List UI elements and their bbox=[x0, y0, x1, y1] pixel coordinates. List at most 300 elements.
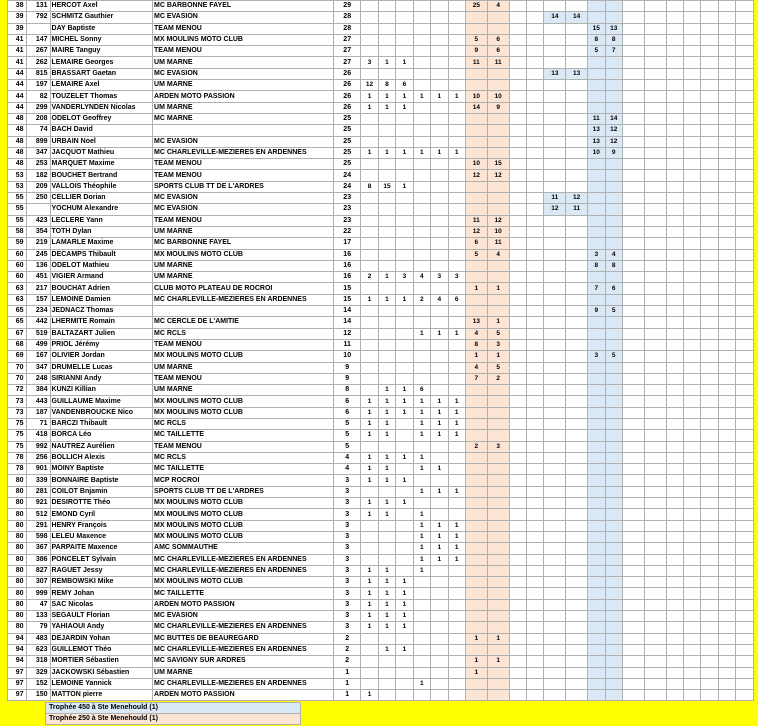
score-cell bbox=[701, 215, 718, 226]
points-cell: 26 bbox=[334, 80, 361, 91]
points-cell: 9 bbox=[334, 373, 361, 384]
score-cell bbox=[509, 441, 526, 452]
score-cell bbox=[736, 249, 754, 260]
score-cell: 1 bbox=[413, 678, 430, 689]
score-cell: 1 bbox=[361, 509, 378, 520]
score-cell bbox=[448, 373, 465, 384]
score-cell bbox=[622, 215, 644, 226]
table-row bbox=[8, 543, 754, 554]
score-cell bbox=[622, 317, 644, 328]
score-cell bbox=[413, 159, 430, 170]
score-cell bbox=[448, 577, 465, 588]
score-cell bbox=[431, 690, 448, 701]
points-cell: 2 bbox=[334, 656, 361, 667]
score-cell bbox=[644, 193, 666, 204]
score-cell bbox=[566, 362, 588, 373]
score-cell bbox=[622, 430, 644, 441]
score-cell bbox=[487, 644, 509, 655]
rank-cell: 97 bbox=[8, 678, 27, 689]
score-cell bbox=[527, 351, 544, 362]
score-cell bbox=[666, 690, 683, 701]
score-cell bbox=[527, 147, 544, 158]
score-cell bbox=[718, 238, 735, 249]
bib-cell: 291 bbox=[26, 520, 50, 531]
score-cell bbox=[736, 215, 754, 226]
score-cell bbox=[644, 1, 666, 12]
club-cell: MC EVASION bbox=[153, 611, 334, 622]
score-cell bbox=[736, 498, 754, 509]
score-cell bbox=[361, 159, 378, 170]
score-cell bbox=[588, 486, 605, 497]
score-cell bbox=[701, 509, 718, 520]
score-cell bbox=[666, 204, 683, 215]
rank-cell: 70 bbox=[8, 362, 27, 373]
score-cell bbox=[413, 125, 430, 136]
score-cell bbox=[509, 159, 526, 170]
score-cell bbox=[396, 520, 413, 531]
rank-cell: 55 bbox=[8, 204, 27, 215]
score-cell bbox=[487, 452, 509, 463]
score-cell: 1 bbox=[431, 520, 448, 531]
score-cell bbox=[701, 385, 718, 396]
score-cell bbox=[605, 226, 622, 237]
rider-name-cell: HERCOT Axel bbox=[50, 1, 153, 12]
score-cell bbox=[527, 633, 544, 644]
score-cell: 1 bbox=[431, 328, 448, 339]
rank-cell: 78 bbox=[8, 452, 27, 463]
results-table bbox=[7, 0, 754, 701]
score-cell bbox=[465, 611, 487, 622]
score-cell bbox=[527, 136, 544, 147]
score-cell: 1 bbox=[465, 633, 487, 644]
score-cell bbox=[684, 272, 701, 283]
score-cell: 11 bbox=[544, 193, 566, 204]
bib-cell: 307 bbox=[26, 577, 50, 588]
bib-cell: 815 bbox=[26, 68, 50, 79]
score-cell bbox=[566, 452, 588, 463]
score-cell: 1 bbox=[448, 531, 465, 542]
score-cell bbox=[684, 475, 701, 486]
score-cell bbox=[509, 12, 526, 23]
score-cell: 1 bbox=[396, 498, 413, 509]
score-cell bbox=[588, 644, 605, 655]
rider-name-cell: PONCELET Sylvain bbox=[50, 554, 153, 565]
bib-cell: 299 bbox=[26, 102, 50, 113]
score-cell bbox=[644, 272, 666, 283]
score-cell bbox=[431, 125, 448, 136]
score-cell bbox=[527, 46, 544, 57]
score-cell bbox=[509, 113, 526, 124]
score-cell: 1 bbox=[431, 464, 448, 475]
score-cell: 1 bbox=[396, 147, 413, 158]
rank-cell: 80 bbox=[8, 622, 27, 633]
points-cell: 2 bbox=[334, 644, 361, 655]
bib-cell: 354 bbox=[26, 226, 50, 237]
score-cell bbox=[622, 644, 644, 655]
score-cell: 13 bbox=[465, 317, 487, 328]
score-cell bbox=[378, 215, 395, 226]
score-cell bbox=[527, 226, 544, 237]
score-cell bbox=[448, 678, 465, 689]
score-cell bbox=[509, 272, 526, 283]
score-cell bbox=[465, 475, 487, 486]
score-cell: 3 bbox=[396, 272, 413, 283]
score-cell bbox=[701, 12, 718, 23]
rider-name-cell: DESIROTTE Théo bbox=[50, 498, 153, 509]
score-cell bbox=[465, 260, 487, 271]
rank-cell: 41 bbox=[8, 34, 27, 45]
score-cell bbox=[666, 554, 683, 565]
score-cell bbox=[666, 80, 683, 91]
score-cell bbox=[718, 622, 735, 633]
score-cell bbox=[509, 181, 526, 192]
score-cell bbox=[544, 80, 566, 91]
score-cell bbox=[361, 441, 378, 452]
points-cell: 1 bbox=[334, 667, 361, 678]
score-cell bbox=[527, 644, 544, 655]
score-cell bbox=[605, 656, 622, 667]
score-cell bbox=[644, 531, 666, 542]
rider-name-cell: MATTON pierre bbox=[50, 690, 153, 701]
club-cell: UM MARNE bbox=[153, 57, 334, 68]
score-cell bbox=[684, 577, 701, 588]
points-cell: 28 bbox=[334, 23, 361, 34]
score-cell bbox=[465, 294, 487, 305]
points-cell: 14 bbox=[334, 306, 361, 317]
score-cell bbox=[736, 464, 754, 475]
score-cell bbox=[544, 464, 566, 475]
score-cell: 1 bbox=[448, 543, 465, 554]
score-cell bbox=[448, 565, 465, 576]
score-cell: 12 bbox=[566, 193, 588, 204]
score-cell bbox=[465, 464, 487, 475]
score-cell bbox=[566, 430, 588, 441]
score-cell bbox=[666, 226, 683, 237]
score-cell bbox=[718, 498, 735, 509]
table-row bbox=[8, 531, 754, 542]
score-cell bbox=[487, 520, 509, 531]
score-cell bbox=[644, 611, 666, 622]
score-cell bbox=[644, 260, 666, 271]
score-cell bbox=[701, 113, 718, 124]
score-cell bbox=[527, 667, 544, 678]
score-cell bbox=[666, 91, 683, 102]
rank-cell: 48 bbox=[8, 136, 27, 147]
table-row bbox=[8, 113, 754, 124]
score-cell: 1 bbox=[448, 91, 465, 102]
rank-cell: 48 bbox=[8, 159, 27, 170]
table-row bbox=[8, 272, 754, 283]
score-cell bbox=[718, 317, 735, 328]
score-cell bbox=[487, 622, 509, 633]
score-cell bbox=[431, 351, 448, 362]
points-cell: 4 bbox=[334, 464, 361, 475]
rank-cell: 80 bbox=[8, 588, 27, 599]
score-cell bbox=[701, 193, 718, 204]
score-cell bbox=[431, 385, 448, 396]
score-cell bbox=[605, 599, 622, 610]
score-cell bbox=[666, 622, 683, 633]
score-cell bbox=[736, 294, 754, 305]
score-cell bbox=[378, 441, 395, 452]
score-cell bbox=[544, 396, 566, 407]
score-cell bbox=[736, 475, 754, 486]
rank-cell: 53 bbox=[8, 170, 27, 181]
score-cell bbox=[509, 531, 526, 542]
score-cell bbox=[527, 260, 544, 271]
points-cell: 3 bbox=[334, 622, 361, 633]
rank-cell: 94 bbox=[8, 656, 27, 667]
score-cell bbox=[701, 204, 718, 215]
score-cell bbox=[701, 339, 718, 350]
score-cell bbox=[718, 418, 735, 429]
bib-cell: 899 bbox=[26, 136, 50, 147]
score-cell bbox=[413, 588, 430, 599]
score-cell bbox=[509, 418, 526, 429]
table-row bbox=[8, 418, 754, 429]
score-cell bbox=[644, 407, 666, 418]
score-cell bbox=[509, 102, 526, 113]
score-cell bbox=[622, 362, 644, 373]
score-cell bbox=[361, 193, 378, 204]
score-cell bbox=[644, 204, 666, 215]
score-cell bbox=[465, 385, 487, 396]
table-row bbox=[8, 498, 754, 509]
score-cell bbox=[509, 464, 526, 475]
score-cell bbox=[465, 690, 487, 701]
score-cell bbox=[527, 396, 544, 407]
score-cell bbox=[622, 622, 644, 633]
score-cell bbox=[544, 509, 566, 520]
score-cell bbox=[718, 12, 735, 23]
score-cell bbox=[644, 113, 666, 124]
score-cell bbox=[644, 12, 666, 23]
score-cell: 1 bbox=[448, 147, 465, 158]
bib-cell: 167 bbox=[26, 351, 50, 362]
rider-name-cell: BOUCHET Bertrand bbox=[50, 170, 153, 181]
score-cell bbox=[684, 418, 701, 429]
score-cell bbox=[378, 633, 395, 644]
score-cell bbox=[431, 34, 448, 45]
rank-cell: 97 bbox=[8, 667, 27, 678]
score-cell: 1 bbox=[396, 57, 413, 68]
score-cell bbox=[588, 418, 605, 429]
score-cell bbox=[431, 1, 448, 12]
table-row bbox=[8, 441, 754, 452]
bib-cell: 209 bbox=[26, 181, 50, 192]
score-cell: 1 bbox=[361, 498, 378, 509]
score-cell bbox=[684, 362, 701, 373]
score-cell bbox=[566, 373, 588, 384]
club-cell: ARDEN MOTO PASSION bbox=[153, 690, 334, 701]
score-cell bbox=[544, 306, 566, 317]
rank-cell: 44 bbox=[8, 91, 27, 102]
points-cell: 3 bbox=[334, 531, 361, 542]
score-cell: 1 bbox=[378, 272, 395, 283]
score-cell bbox=[622, 667, 644, 678]
score-cell bbox=[666, 475, 683, 486]
score-cell bbox=[644, 373, 666, 384]
score-cell: 12 bbox=[544, 204, 566, 215]
score-cell bbox=[527, 611, 544, 622]
score-cell bbox=[361, 486, 378, 497]
score-cell bbox=[509, 430, 526, 441]
score-cell bbox=[544, 498, 566, 509]
score-cell bbox=[666, 113, 683, 124]
rider-name-cell: SAC Nicolas bbox=[50, 599, 153, 610]
club-cell: MC CHARLEVILLE-MEZIERES EN ARDENNES bbox=[153, 678, 334, 689]
score-cell bbox=[701, 91, 718, 102]
score-cell bbox=[701, 283, 718, 294]
score-cell bbox=[666, 181, 683, 192]
score-cell: 13 bbox=[588, 125, 605, 136]
bib-cell: 347 bbox=[26, 147, 50, 158]
score-cell bbox=[666, 452, 683, 463]
score-cell bbox=[413, 170, 430, 181]
score-cell: 1 bbox=[465, 656, 487, 667]
score-cell bbox=[396, 656, 413, 667]
rider-name-cell: LEMAIRE Georges bbox=[50, 57, 153, 68]
score-cell bbox=[622, 407, 644, 418]
score-cell bbox=[701, 373, 718, 384]
score-cell bbox=[396, 328, 413, 339]
points-cell: 1 bbox=[334, 678, 361, 689]
score-cell: 1 bbox=[431, 486, 448, 497]
score-cell: 4 bbox=[465, 362, 487, 373]
score-cell bbox=[431, 306, 448, 317]
table-row bbox=[8, 1, 754, 12]
score-cell: 4 bbox=[413, 272, 430, 283]
score-cell bbox=[413, 611, 430, 622]
table-row bbox=[8, 215, 754, 226]
score-cell bbox=[465, 193, 487, 204]
score-cell bbox=[465, 12, 487, 23]
score-cell bbox=[605, 159, 622, 170]
score-cell bbox=[465, 531, 487, 542]
score-cell: 4 bbox=[431, 294, 448, 305]
rank-cell: 97 bbox=[8, 690, 27, 701]
table-row bbox=[8, 283, 754, 294]
score-cell: 1 bbox=[361, 147, 378, 158]
rider-name-cell: GUILLAUME Maxime bbox=[50, 396, 153, 407]
score-cell: 1 bbox=[413, 452, 430, 463]
table-row bbox=[8, 407, 754, 418]
bib-cell: 147 bbox=[26, 34, 50, 45]
table-row bbox=[8, 91, 754, 102]
score-cell: 14 bbox=[566, 12, 588, 23]
score-cell bbox=[527, 34, 544, 45]
score-cell bbox=[509, 317, 526, 328]
score-cell bbox=[605, 418, 622, 429]
rider-name-cell: ODELOT Geoffrey bbox=[50, 113, 153, 124]
score-cell bbox=[644, 690, 666, 701]
score-cell: 10 bbox=[465, 159, 487, 170]
score-cell bbox=[448, 249, 465, 260]
score-cell bbox=[684, 498, 701, 509]
score-cell bbox=[622, 656, 644, 667]
score-cell bbox=[701, 430, 718, 441]
score-cell bbox=[588, 328, 605, 339]
score-cell bbox=[509, 68, 526, 79]
club-cell: TEAM MENOU bbox=[153, 46, 334, 57]
score-cell bbox=[487, 407, 509, 418]
score-cell: 15 bbox=[378, 181, 395, 192]
score-cell bbox=[465, 125, 487, 136]
score-cell bbox=[644, 430, 666, 441]
score-cell bbox=[431, 452, 448, 463]
bib-cell: 999 bbox=[26, 588, 50, 599]
table-row bbox=[8, 452, 754, 463]
score-cell bbox=[684, 588, 701, 599]
score-cell bbox=[622, 125, 644, 136]
score-cell bbox=[622, 113, 644, 124]
score-cell: 1 bbox=[361, 452, 378, 463]
points-cell: 23 bbox=[334, 204, 361, 215]
rider-name-cell: VANDENBROUCKE Nico bbox=[50, 407, 153, 418]
bib-cell: 234 bbox=[26, 306, 50, 317]
rider-name-cell: OLIVIER Jordan bbox=[50, 351, 153, 362]
club-cell: MX MOULINS MOTO CLUB bbox=[153, 34, 334, 45]
score-cell bbox=[666, 57, 683, 68]
points-cell: 3 bbox=[334, 588, 361, 599]
score-cell bbox=[487, 464, 509, 475]
score-cell bbox=[666, 633, 683, 644]
score-cell bbox=[701, 520, 718, 531]
score-cell bbox=[701, 294, 718, 305]
points-cell: 26 bbox=[334, 68, 361, 79]
score-cell bbox=[431, 283, 448, 294]
score-cell bbox=[509, 1, 526, 12]
table-row bbox=[8, 339, 754, 350]
club-cell: UM MARNE bbox=[153, 226, 334, 237]
bib-cell: 423 bbox=[26, 215, 50, 226]
score-cell: 12 bbox=[361, 80, 378, 91]
score-cell bbox=[718, 46, 735, 57]
score-cell bbox=[448, 204, 465, 215]
score-cell bbox=[684, 690, 701, 701]
points-cell: 25 bbox=[334, 159, 361, 170]
score-cell bbox=[622, 373, 644, 384]
points-cell: 15 bbox=[334, 294, 361, 305]
score-cell: 1 bbox=[448, 407, 465, 418]
score-cell bbox=[396, 690, 413, 701]
score-cell bbox=[413, 1, 430, 12]
score-cell: 11 bbox=[465, 57, 487, 68]
score-cell bbox=[544, 102, 566, 113]
score-cell bbox=[378, 678, 395, 689]
score-cell bbox=[622, 57, 644, 68]
score-cell bbox=[701, 678, 718, 689]
rank-cell: 73 bbox=[8, 407, 27, 418]
score-cell bbox=[509, 306, 526, 317]
rider-name-cell: LEMOINE Yannick bbox=[50, 678, 153, 689]
score-cell bbox=[448, 464, 465, 475]
club-cell bbox=[153, 306, 334, 317]
score-cell bbox=[566, 656, 588, 667]
score-cell bbox=[684, 656, 701, 667]
score-cell bbox=[378, 520, 395, 531]
score-cell bbox=[701, 181, 718, 192]
score-cell bbox=[431, 362, 448, 373]
score-cell bbox=[544, 577, 566, 588]
score-cell bbox=[622, 531, 644, 542]
score-cell: 1 bbox=[361, 464, 378, 475]
club-cell: TEAM MENOU bbox=[153, 215, 334, 226]
points-cell: 3 bbox=[334, 611, 361, 622]
score-cell bbox=[718, 667, 735, 678]
rank-cell: 39 bbox=[8, 23, 27, 34]
score-cell bbox=[448, 193, 465, 204]
